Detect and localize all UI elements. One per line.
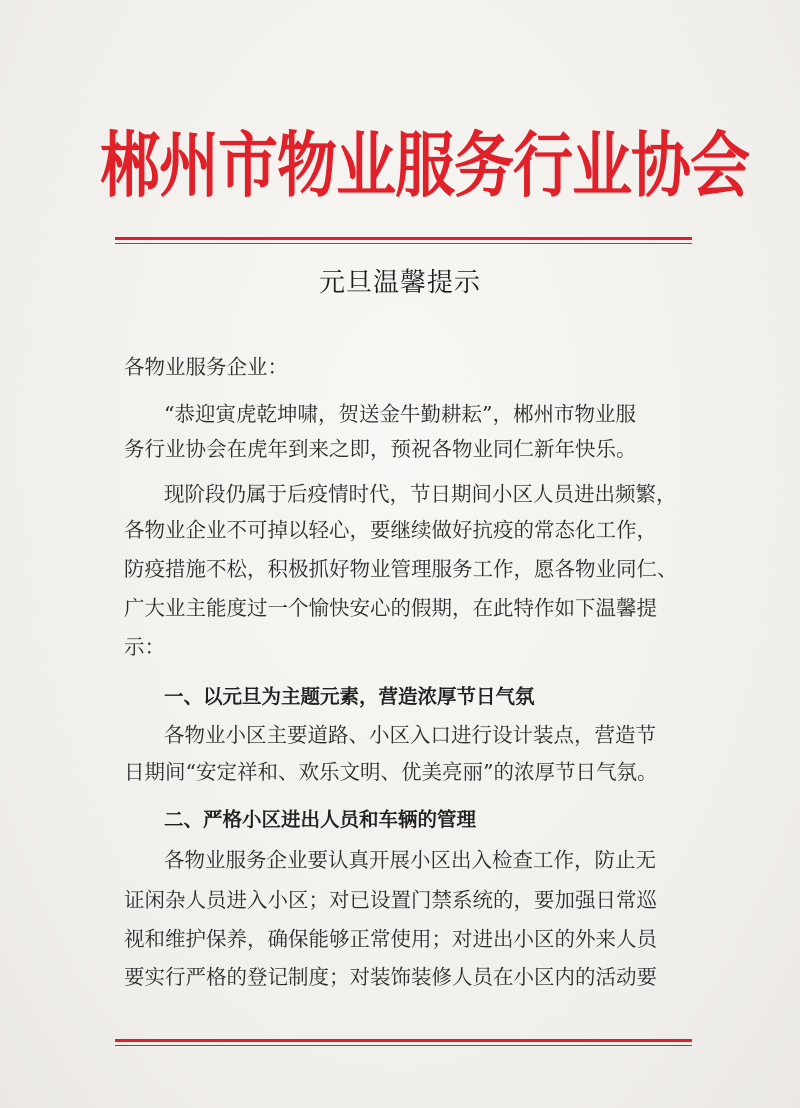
paragraph-line: 各物业企业不可掉以轻心，要继续做好抗疫的常态化工作，	[124, 518, 657, 542]
paragraph-line: 示：	[124, 635, 165, 659]
section-line: 日期间“安定祥和、欢乐文明、优美亮丽”的浓厚节日气氛。	[124, 760, 658, 784]
masthead-divider	[115, 237, 692, 244]
paragraph-line: 广大业主能度过一个愉快安心的假期，在此特作如下温馨提	[124, 596, 657, 620]
paragraph-line: “恭迎寅虎乾坤啸，贺送金牛勤耕耘”，郴州市物业服	[164, 402, 636, 426]
document-title: 元旦温馨提示	[318, 268, 481, 298]
paragraph-line: 务行业协会在虎年到来之即，预祝各物业同仁新年快乐。	[124, 437, 637, 461]
footer-divider	[115, 1039, 692, 1046]
salutation: 各物业服务企业：	[124, 355, 288, 379]
section-line: 要实行严格的登记制度；对装饰装修人员在小区内的活动要	[124, 965, 657, 989]
organization-masthead: 郴州市物业服务行业协会	[100, 124, 749, 208]
paragraph-line: 防疫措施不松，积极抓好物业管理服务工作，愿各物业同仁、	[124, 557, 678, 581]
paragraph-line: 现阶段仍属于后疫情时代，节日期间小区人员进出频繁，	[164, 482, 677, 506]
section-line: 视和维护保养，确保能够正常使用；对进出小区的外来人员	[124, 927, 657, 951]
section-heading-2: 二、严格小区进出人员和车辆的管理	[164, 808, 477, 831]
section-heading-1: 一、以元旦为主题元素，营造浓厚节日气氛	[164, 685, 535, 708]
section-line: 各物业小区主要道路、小区入口进行设计装点，营造节	[164, 723, 656, 747]
section-line: 证闲杂人员进入小区；对已设置门禁系统的，要加强日常巡	[124, 888, 657, 912]
section-line: 各物业服务企业要认真开展小区出入检查工作，防止无	[164, 848, 656, 872]
